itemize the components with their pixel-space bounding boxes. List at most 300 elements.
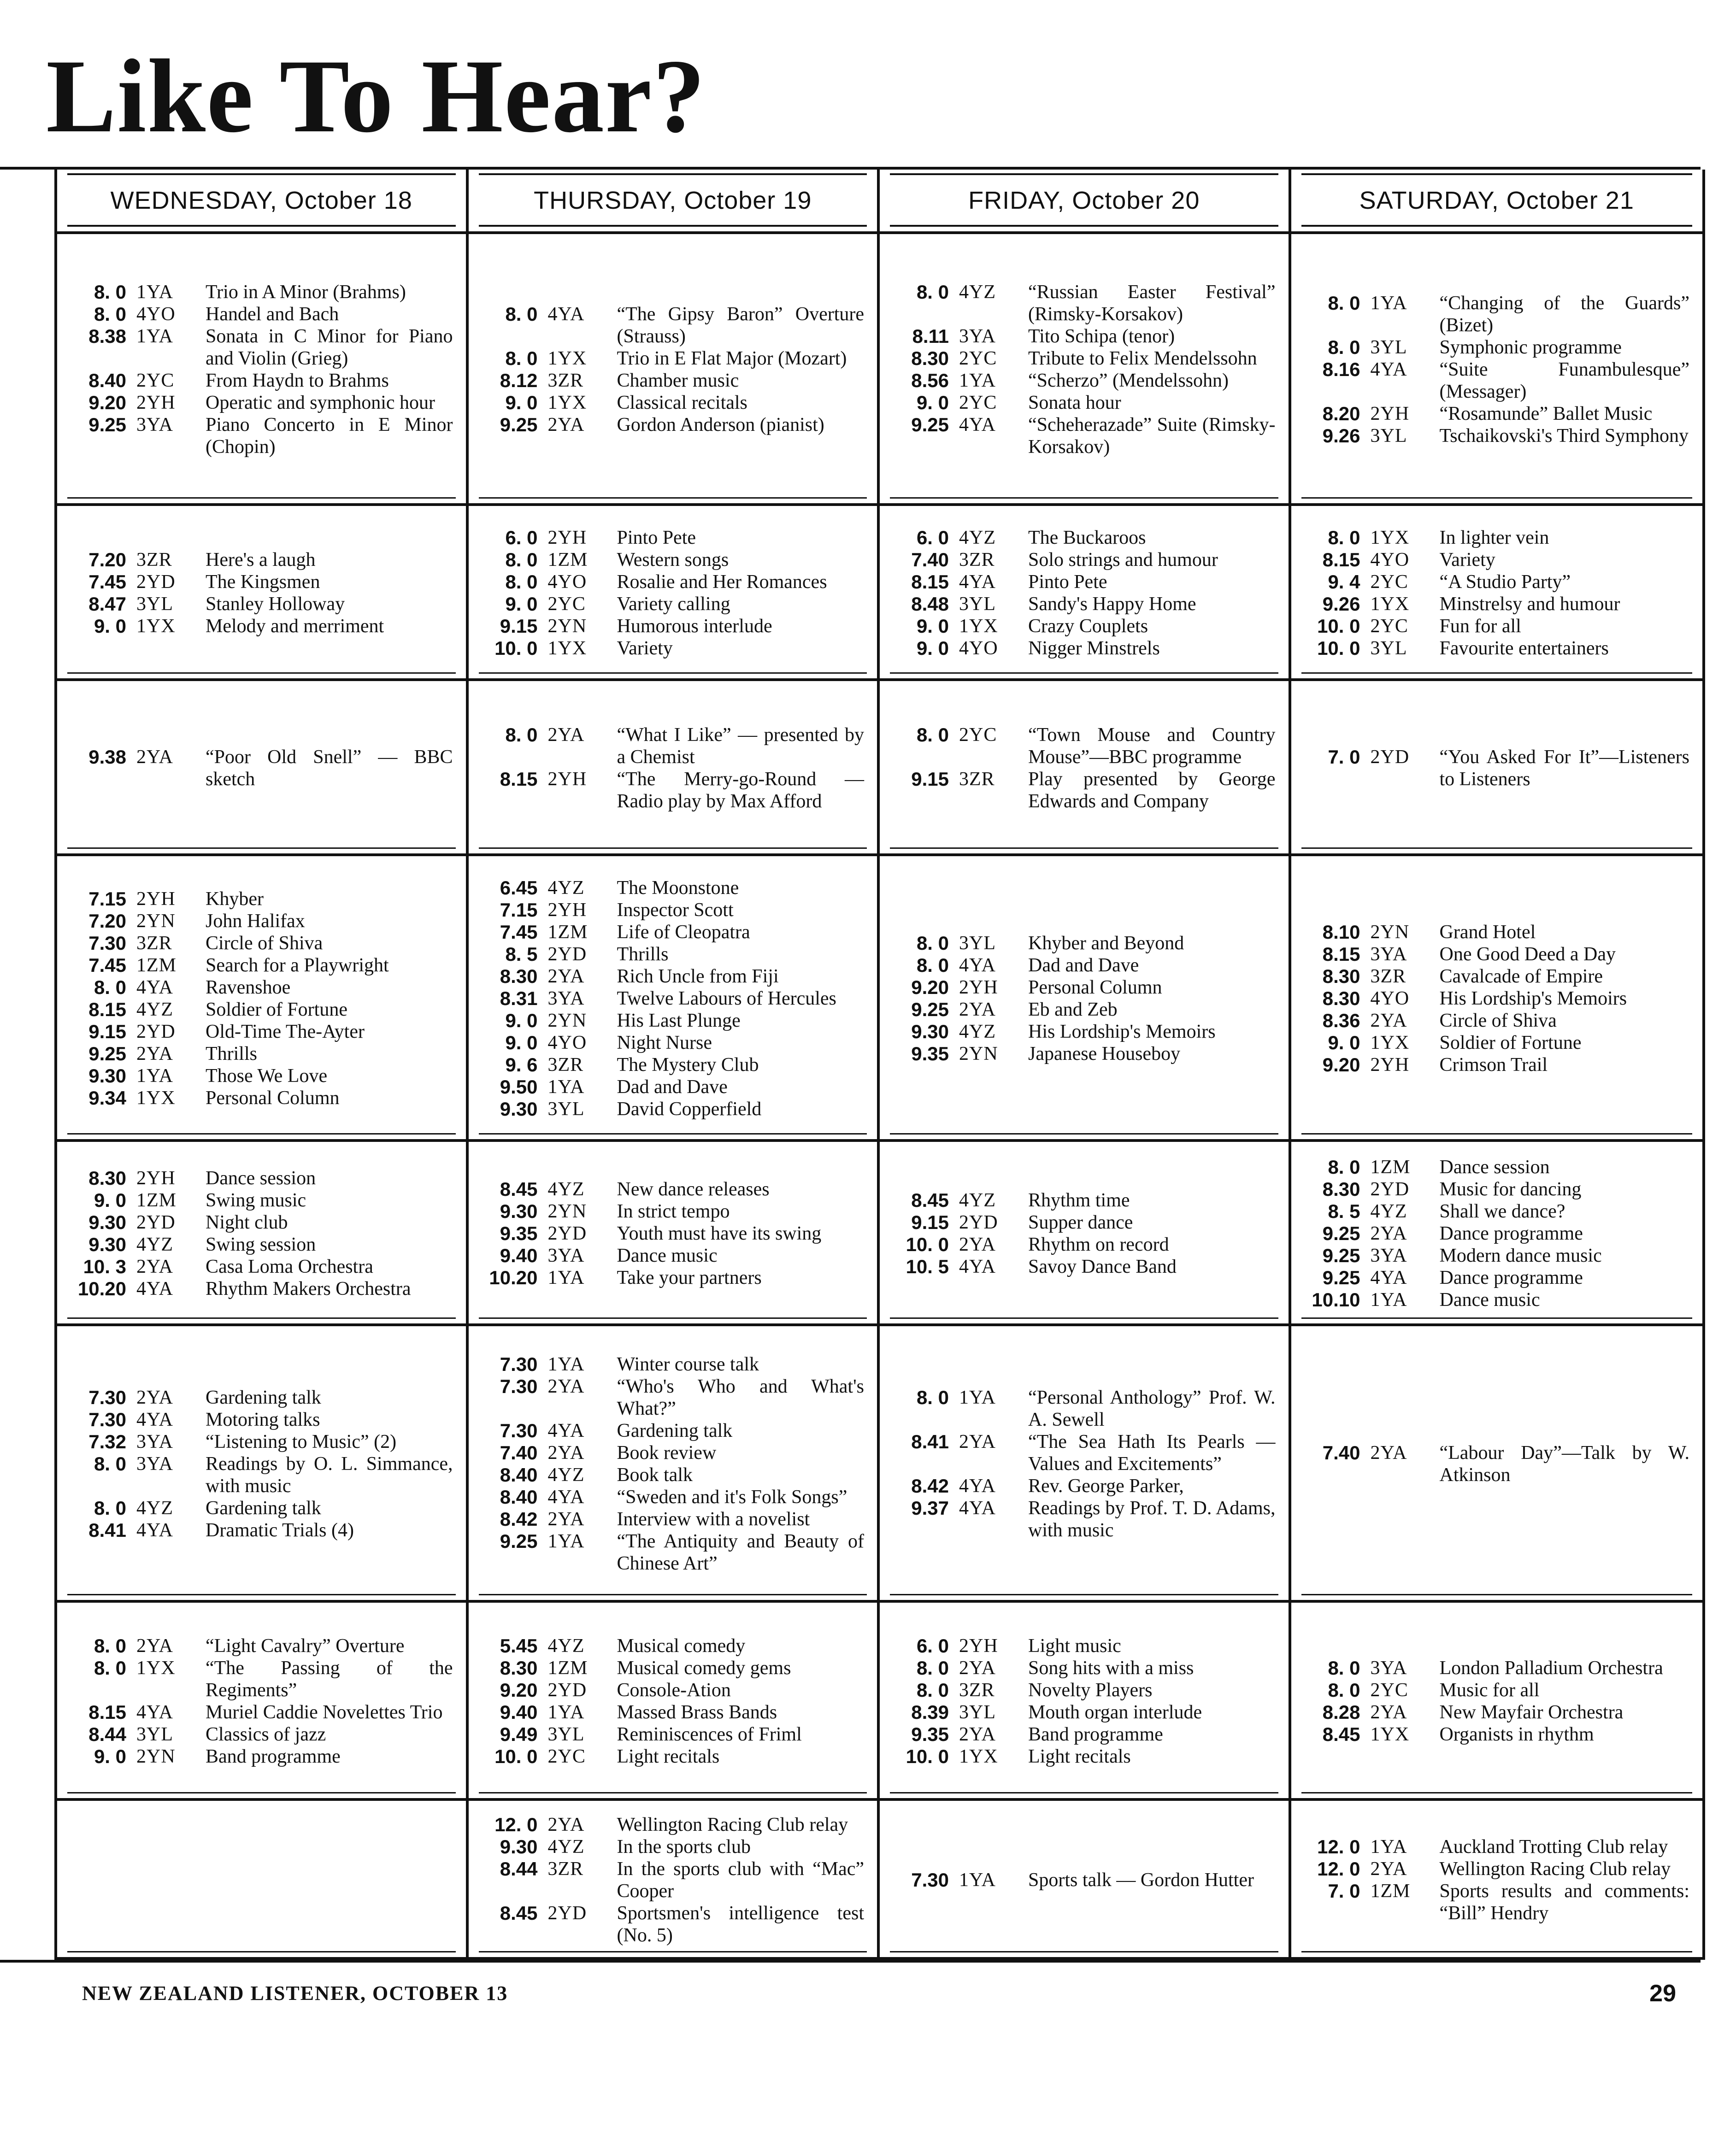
- programme-station: 2YD: [1370, 1179, 1410, 1200]
- programme-entry: [1301, 1032, 1693, 1054]
- programme-time: 7.30: [88, 1409, 126, 1430]
- programme-title: Rev. George Parker,: [1028, 1476, 1184, 1497]
- programme-entry: [67, 1453, 456, 1497]
- programme-title: “Suite Funambulesque” (Messager): [1439, 359, 1689, 402]
- programme-time: 9.25: [88, 414, 126, 435]
- programme-entry: [67, 1278, 456, 1300]
- programme-title: Dad and Dave: [617, 1076, 728, 1098]
- programme-time: 8.15: [500, 768, 538, 790]
- programme-station: 4YA: [547, 1420, 585, 1441]
- programme-title: London Palladium Orchestra: [1439, 1658, 1663, 1679]
- programme-title: In the sports club: [617, 1836, 751, 1858]
- programme-station: 1YX: [959, 1746, 998, 1767]
- programme-station: 1ZM: [547, 549, 588, 570]
- programme-time: 8.15: [88, 999, 126, 1020]
- programme-title: Musical comedy: [617, 1635, 746, 1657]
- programme-entry: [479, 1200, 867, 1223]
- programme-title: “Scheherazade” Suite (Rimsky-Korsakov): [1028, 414, 1276, 458]
- programme-entry: [1301, 1858, 1693, 1880]
- programme-time: 9. 4: [1328, 571, 1360, 593]
- programme-time: 8. 0: [505, 303, 538, 325]
- programme-station: 2YA: [959, 999, 996, 1020]
- programme-entry: [479, 768, 867, 812]
- programme-title: Circle of Shiva: [1439, 1010, 1557, 1031]
- programme-time: 8. 0: [1328, 1156, 1360, 1178]
- programme-entry: [479, 1679, 867, 1701]
- programme-entry: [1301, 1200, 1693, 1223]
- programme-station: 2YA: [136, 1635, 174, 1657]
- programme-entry: [1301, 1679, 1693, 1701]
- programme-station: 2YA: [959, 1431, 996, 1452]
- programme-time: 7.30: [911, 1869, 949, 1891]
- programme-time: 8. 0: [94, 281, 126, 303]
- programme-entry: [890, 1475, 1278, 1497]
- programme-entry: [890, 637, 1278, 659]
- programme-entry: [1301, 549, 1693, 571]
- programme-title: Night Nurse: [617, 1032, 712, 1053]
- programme-title: Rich Uncle from Fiji: [617, 966, 779, 987]
- schedule-block: [1291, 1801, 1703, 1960]
- programme-entry: [890, 976, 1278, 999]
- programme-time: 8. 0: [94, 1635, 126, 1657]
- programme-entry: [67, 1167, 456, 1189]
- programme-station: 2YA: [547, 1814, 585, 1835]
- programme-time: 10. 0: [906, 1234, 949, 1255]
- programme-time: 9. 0: [916, 392, 949, 413]
- programme-title: Cavalcade of Empire: [1439, 966, 1603, 987]
- programme-title: Twelve Labours of Hercules: [617, 988, 836, 1009]
- programme-title: Massed Brass Bands: [617, 1702, 777, 1723]
- programme-title: Wellington Racing Club relay: [1439, 1858, 1671, 1880]
- programme-entry: [67, 1234, 456, 1256]
- programme-title: Here's a laugh: [206, 549, 316, 570]
- programme-station: 4YA: [136, 1409, 174, 1430]
- programme-station: 1ZM: [1370, 1157, 1411, 1178]
- programme-time: 9.40: [500, 1245, 538, 1266]
- page-headline: Like To Hear?: [46, 38, 706, 154]
- programme-station: 1YX: [959, 616, 998, 637]
- programme-station: 4YA: [959, 1256, 996, 1277]
- programme-station: 2YA: [1370, 1010, 1407, 1031]
- programme-time: 9.20: [88, 392, 126, 413]
- programme-title: Personal Column: [206, 1088, 340, 1109]
- programme-time: 7.15: [88, 888, 126, 910]
- programme-station: 1YX: [136, 1658, 176, 1679]
- programme-title: Organists in rhythm: [1439, 1724, 1594, 1745]
- schedule-block: [1291, 681, 1703, 856]
- programme-time: 12. 0: [1317, 1858, 1360, 1880]
- programme-station: 1YA: [547, 1702, 585, 1723]
- programme-time: 8. 0: [916, 1387, 949, 1408]
- programme-title: Melody and merriment: [206, 616, 384, 637]
- programme-time: 7.20: [88, 549, 126, 570]
- programme-entry: [890, 1701, 1278, 1723]
- programme-title: Soldier of Fortune: [206, 999, 347, 1020]
- programme-station: 2YN: [1370, 922, 1410, 943]
- programme-title: The Moonstone: [617, 877, 739, 899]
- programme-station: 1YX: [1370, 594, 1410, 615]
- programme-station: 1YX: [136, 1088, 176, 1109]
- programme-time: 9.25: [500, 414, 538, 435]
- programme-station: 1YA: [1370, 293, 1407, 314]
- programme-station: 1ZM: [136, 1190, 177, 1211]
- programme-title: Solo strings and humour: [1028, 549, 1218, 570]
- programme-station: 3YA: [1370, 1658, 1407, 1679]
- programme-entry: [890, 1746, 1278, 1768]
- programme-title: New Mayfair Orchestra: [1439, 1702, 1624, 1723]
- programme-entry: [479, 899, 867, 921]
- programme-title: Interview with a novelist: [617, 1509, 810, 1530]
- programme-time: 8.30: [911, 347, 949, 369]
- programme-entry: [1301, 965, 1693, 988]
- programme-time: 9. 0: [1328, 1032, 1360, 1053]
- programme-title: “Changing of the Guards” (Bizet): [1439, 293, 1689, 336]
- programme-time: 9.25: [1322, 1223, 1360, 1244]
- programme-title: “The Merry-go-Round — Radio play by Max Afford: [617, 769, 864, 812]
- programme-time: 8.31: [500, 988, 538, 1009]
- programme-station: 2YA: [136, 747, 174, 768]
- programme-entry: [1301, 1836, 1693, 1858]
- programme-station: 4YA: [136, 1702, 174, 1723]
- programme-title: From Haydn to Brahms: [206, 370, 389, 391]
- programme-time: 8.30: [1322, 988, 1360, 1009]
- programme-entry: [1301, 943, 1693, 965]
- programme-station: 1ZM: [1370, 1880, 1411, 1902]
- programme-title: Rhythm on record: [1028, 1234, 1169, 1255]
- programme-entry: [890, 347, 1278, 370]
- programme-title: Song hits with a miss: [1028, 1658, 1194, 1679]
- programme-title: Classical recitals: [617, 392, 747, 413]
- programme-title: Crimson Trail: [1439, 1054, 1548, 1076]
- programme-time: 9.26: [1322, 593, 1360, 615]
- programme-station: 4YZ: [547, 1635, 585, 1657]
- programme-station: 3YL: [1370, 638, 1407, 659]
- programme-title: Tribute to Felix Mendelssohn: [1028, 348, 1257, 369]
- programme-station: 1YX: [1370, 1032, 1410, 1053]
- programme-title: Savoy Dance Band: [1028, 1256, 1177, 1277]
- bottom-rule: [0, 1960, 1701, 1963]
- programme-entry: [479, 1223, 867, 1245]
- programme-time: 7.45: [88, 954, 126, 976]
- programme-title: One Good Deed a Day: [1439, 944, 1616, 965]
- schedule-block: [880, 1326, 1291, 1603]
- programme-station: 3YA: [547, 988, 585, 1009]
- programme-station: 1YX: [136, 616, 176, 637]
- programme-station: 3ZR: [959, 549, 995, 570]
- programme-entry: [67, 910, 456, 932]
- programme-entry: [479, 1178, 867, 1200]
- programme-station: 2YH: [547, 900, 587, 921]
- programme-station: 2YA: [959, 1724, 996, 1745]
- programme-time: 8. 5: [1328, 1200, 1360, 1222]
- programme-station: 1YA: [1370, 1836, 1407, 1858]
- programme-title: Supper dance: [1028, 1212, 1133, 1233]
- schedule-block: [880, 1603, 1291, 1801]
- programme-title: Dance programme: [1439, 1267, 1583, 1288]
- schedule-block: [57, 234, 469, 506]
- programme-station: 3ZR: [959, 1680, 995, 1701]
- programme-station: 2YN: [547, 1010, 587, 1031]
- programme-station: 2YH: [1370, 403, 1410, 424]
- schedule-block: [57, 1326, 469, 1603]
- programme-time: 8.12: [500, 370, 538, 391]
- programme-station: 2YA: [1370, 1442, 1407, 1464]
- programme-entry: [479, 527, 867, 549]
- programme-entry: [67, 414, 456, 458]
- programme-station: 2YA: [547, 1442, 585, 1464]
- programme-time: 9.30: [88, 1065, 126, 1087]
- programme-title: Gardening talk: [206, 1498, 321, 1519]
- programme-title: Ravenshoe: [206, 977, 291, 998]
- programme-station: 2YA: [1370, 1223, 1407, 1244]
- programme-time: 9. 0: [94, 1746, 126, 1767]
- programme-time: 10. 0: [1317, 615, 1360, 637]
- programme-entry: [890, 1723, 1278, 1746]
- programme-entry: [1301, 637, 1693, 659]
- programme-time: 8.15: [1322, 549, 1360, 570]
- programme-title: Sports results and comments: “Bill” Hendry: [1439, 1880, 1689, 1924]
- schedule-block: [880, 1142, 1291, 1326]
- programme-time: 9.15: [500, 615, 538, 637]
- programme-entry: [479, 1486, 867, 1508]
- programme-time: 8.45: [500, 1178, 538, 1200]
- programme-time: 9. 0: [94, 1189, 126, 1211]
- programme-entry: [479, 724, 867, 768]
- programme-station: 1YA: [136, 282, 174, 303]
- programme-entry: [479, 965, 867, 988]
- programme-title: Symphonic programme: [1439, 337, 1622, 358]
- programme-station: 4YA: [959, 1476, 996, 1497]
- programme-entry: [1301, 359, 1693, 403]
- schedule-block: [1291, 1326, 1703, 1603]
- programme-station: 3YL: [136, 1724, 173, 1745]
- programme-station: 1YA: [547, 1354, 585, 1375]
- programme-station: 2YD: [136, 1021, 176, 1042]
- programme-station: 2YA: [959, 1234, 996, 1255]
- programme-title: Trio in A Minor (Brahms): [206, 282, 406, 303]
- programme-time: 8.16: [1322, 359, 1360, 380]
- programme-title: Minstrelsy and humour: [1439, 594, 1620, 615]
- programme-entry: [890, 954, 1278, 976]
- programme-time: 9. 6: [505, 1054, 538, 1076]
- programme-entry: [479, 943, 867, 965]
- programme-station: 4YA: [136, 977, 174, 998]
- programme-entry: [1301, 1880, 1693, 1924]
- programme-time: 8.47: [88, 593, 126, 615]
- programme-entry: [1301, 527, 1693, 549]
- programme-time: 7.30: [88, 932, 126, 954]
- programme-title: Swing music: [206, 1190, 306, 1211]
- programme-station: 4YZ: [547, 1836, 585, 1858]
- programme-entry: [1301, 1156, 1693, 1178]
- programme-station: 2YC: [1370, 616, 1408, 637]
- programme-station: 4YZ: [136, 1498, 173, 1519]
- programme-station: 4YZ: [959, 282, 996, 303]
- programme-entry: [479, 988, 867, 1010]
- programme-time: 9.30: [911, 1021, 949, 1042]
- programme-time: 8.30: [1322, 965, 1360, 987]
- programme-title: Band programme: [1028, 1724, 1163, 1745]
- programme-entry: [890, 1387, 1278, 1431]
- programme-time: 8.41: [911, 1431, 949, 1452]
- programme-time: 8. 0: [916, 724, 949, 746]
- programme-title: Handel and Bach: [206, 304, 339, 325]
- programme-title: Chamber music: [617, 370, 739, 391]
- programme-title: Nigger Minstrels: [1028, 638, 1160, 659]
- programme-time: 8. 0: [916, 932, 949, 954]
- programme-entry: [890, 1043, 1278, 1065]
- programme-entry: [1301, 1723, 1693, 1746]
- programme-station: 2YN: [136, 1746, 176, 1767]
- programme-station: 2YN: [959, 1043, 998, 1064]
- schedule-block: [57, 1801, 469, 1960]
- programme-time: 9. 0: [505, 392, 538, 413]
- day-header-label: FRIDAY, October 20: [968, 187, 1200, 214]
- day-header-wednesday: [57, 170, 469, 234]
- programme-time: 10.20: [77, 1278, 126, 1299]
- programme-title: Gardening talk: [617, 1420, 733, 1441]
- programme-time: 8.36: [1322, 1010, 1360, 1031]
- programme-entry: [67, 1431, 456, 1453]
- programme-title: Dance programme: [1439, 1223, 1583, 1244]
- programme-title: Eb and Zeb: [1028, 999, 1118, 1020]
- programme-station: 1YX: [1370, 1724, 1410, 1745]
- programme-time: 8.56: [911, 370, 949, 391]
- programme-title: Modern dance music: [1439, 1245, 1602, 1266]
- programme-entry: [890, 527, 1278, 549]
- programme-entry: [1301, 1657, 1693, 1679]
- schedule-block: [469, 681, 880, 856]
- schedule-block: [469, 1142, 880, 1326]
- footer-publication: NEW ZEALAND LISTENER, OCTOBER 13: [82, 1982, 508, 2005]
- programme-station: 1YA: [959, 370, 996, 391]
- programme-time: 8. 0: [505, 549, 538, 570]
- programme-time: 8. 5: [505, 943, 538, 965]
- programme-entry: [479, 1858, 867, 1902]
- programme-title: “Poor Old Snell” — BBC sketch: [206, 747, 453, 790]
- programme-entry: [479, 1010, 867, 1032]
- programme-entry: [67, 976, 456, 999]
- programme-station: 2YA: [547, 1376, 585, 1397]
- programme-station: 1YA: [136, 1065, 174, 1087]
- programme-title: Inspector Scott: [617, 900, 734, 921]
- programme-time: 8.42: [911, 1475, 949, 1497]
- programme-title: “Who's Who and What's What?”: [617, 1376, 864, 1419]
- programme-title: “Listening to Music” (2): [206, 1431, 397, 1452]
- programme-title: In lighter vein: [1439, 527, 1549, 548]
- programme-time: 8.39: [911, 1701, 949, 1723]
- programme-station: 4YZ: [959, 1021, 996, 1042]
- programme-entry: [1301, 1289, 1693, 1311]
- programme-entry: [1301, 746, 1693, 790]
- programme-entry: [479, 571, 867, 593]
- programme-entry: [67, 999, 456, 1021]
- programme-time: 8. 0: [1328, 527, 1360, 548]
- programme-entry: [67, 1409, 456, 1431]
- programme-title: Fun for all: [1439, 616, 1521, 637]
- programme-station: 3YA: [136, 1453, 174, 1475]
- programme-station: 3YA: [1370, 1245, 1407, 1266]
- programme-time: 8.15: [1322, 943, 1360, 965]
- programme-station: 2YH: [959, 1635, 998, 1657]
- programme-time: 8. 0: [505, 571, 538, 593]
- programme-title: Sandy's Happy Home: [1028, 594, 1196, 615]
- programme-title: Readings by Prof. T. D. Adams, with music: [1028, 1498, 1276, 1541]
- programme-entry: [1301, 1178, 1693, 1200]
- programme-title: Classics of jazz: [206, 1724, 326, 1745]
- programme-time: 9. 0: [505, 1010, 538, 1031]
- programme-station: 1YX: [547, 392, 587, 413]
- programme-entry: [479, 1657, 867, 1679]
- programme-entry: [479, 392, 867, 414]
- programme-title: Gardening talk: [206, 1387, 321, 1408]
- programme-title: In strict tempo: [617, 1201, 730, 1222]
- programme-entry: [1301, 571, 1693, 593]
- programme-time: 8. 0: [1328, 1679, 1360, 1701]
- programme-time: 7.45: [500, 921, 538, 943]
- programme-time: 8.48: [911, 593, 949, 615]
- programme-time: 9.15: [911, 768, 949, 790]
- programme-station: 3YA: [959, 326, 996, 347]
- programme-time: 7.40: [500, 1442, 538, 1464]
- programme-entry: [890, 1635, 1278, 1657]
- programme-time: 8.28: [1322, 1701, 1360, 1723]
- schedule-block: [57, 506, 469, 681]
- programme-time: 7.30: [500, 1353, 538, 1375]
- programme-time: 6. 0: [505, 527, 538, 548]
- programme-station: 2YC: [136, 370, 175, 391]
- programme-entry: [67, 1211, 456, 1234]
- programme-time: 8. 0: [94, 1657, 126, 1679]
- programme-station: 3YL: [136, 594, 173, 615]
- programme-entry: [479, 1814, 867, 1836]
- programme-station: 2YH: [136, 392, 176, 413]
- programme-entry: [1301, 1223, 1693, 1245]
- programme-station: 2YH: [136, 888, 176, 910]
- programme-entry: [890, 281, 1278, 325]
- programme-title: Thrills: [617, 944, 669, 965]
- programme-station: 4YZ: [547, 1464, 585, 1486]
- programme-entry: [1301, 1442, 1693, 1486]
- programme-entry: [1301, 921, 1693, 943]
- programme-station: 3ZR: [136, 549, 172, 570]
- programme-station: 2YA: [547, 414, 585, 435]
- programme-time: 9.37: [911, 1497, 949, 1519]
- programme-title: “The Gipsy Baron” Overture (Strauss): [617, 304, 864, 347]
- programme-station: 2YA: [136, 1387, 174, 1408]
- programme-entry: [890, 1256, 1278, 1278]
- programme-title: “What I Like” — presented by a Chemist: [617, 724, 864, 768]
- programme-station: 2YA: [547, 966, 585, 987]
- programme-station: 2YH: [1370, 1054, 1410, 1076]
- programme-title: His Lordship's Memoirs: [1028, 1021, 1216, 1042]
- programme-title: Book review: [617, 1442, 717, 1464]
- programme-entry: [1301, 1054, 1693, 1076]
- programme-title: Gordon Anderson (pianist): [617, 414, 824, 435]
- programme-entry: [479, 549, 867, 571]
- programme-time: 9.34: [88, 1087, 126, 1109]
- programme-station: 2YD: [136, 1212, 176, 1233]
- programme-entry: [67, 1256, 456, 1278]
- programme-station: 2YD: [547, 1680, 587, 1701]
- programme-entry: [479, 1376, 867, 1420]
- programme-station: 4YA: [547, 1487, 585, 1508]
- programme-time: 10. 3: [83, 1256, 126, 1277]
- programme-title: “Light Cavalry” Overture: [206, 1635, 405, 1657]
- programme-title: Variety: [617, 638, 673, 659]
- programme-time: 9.35: [911, 1043, 949, 1064]
- programme-station: 4YZ: [959, 527, 996, 548]
